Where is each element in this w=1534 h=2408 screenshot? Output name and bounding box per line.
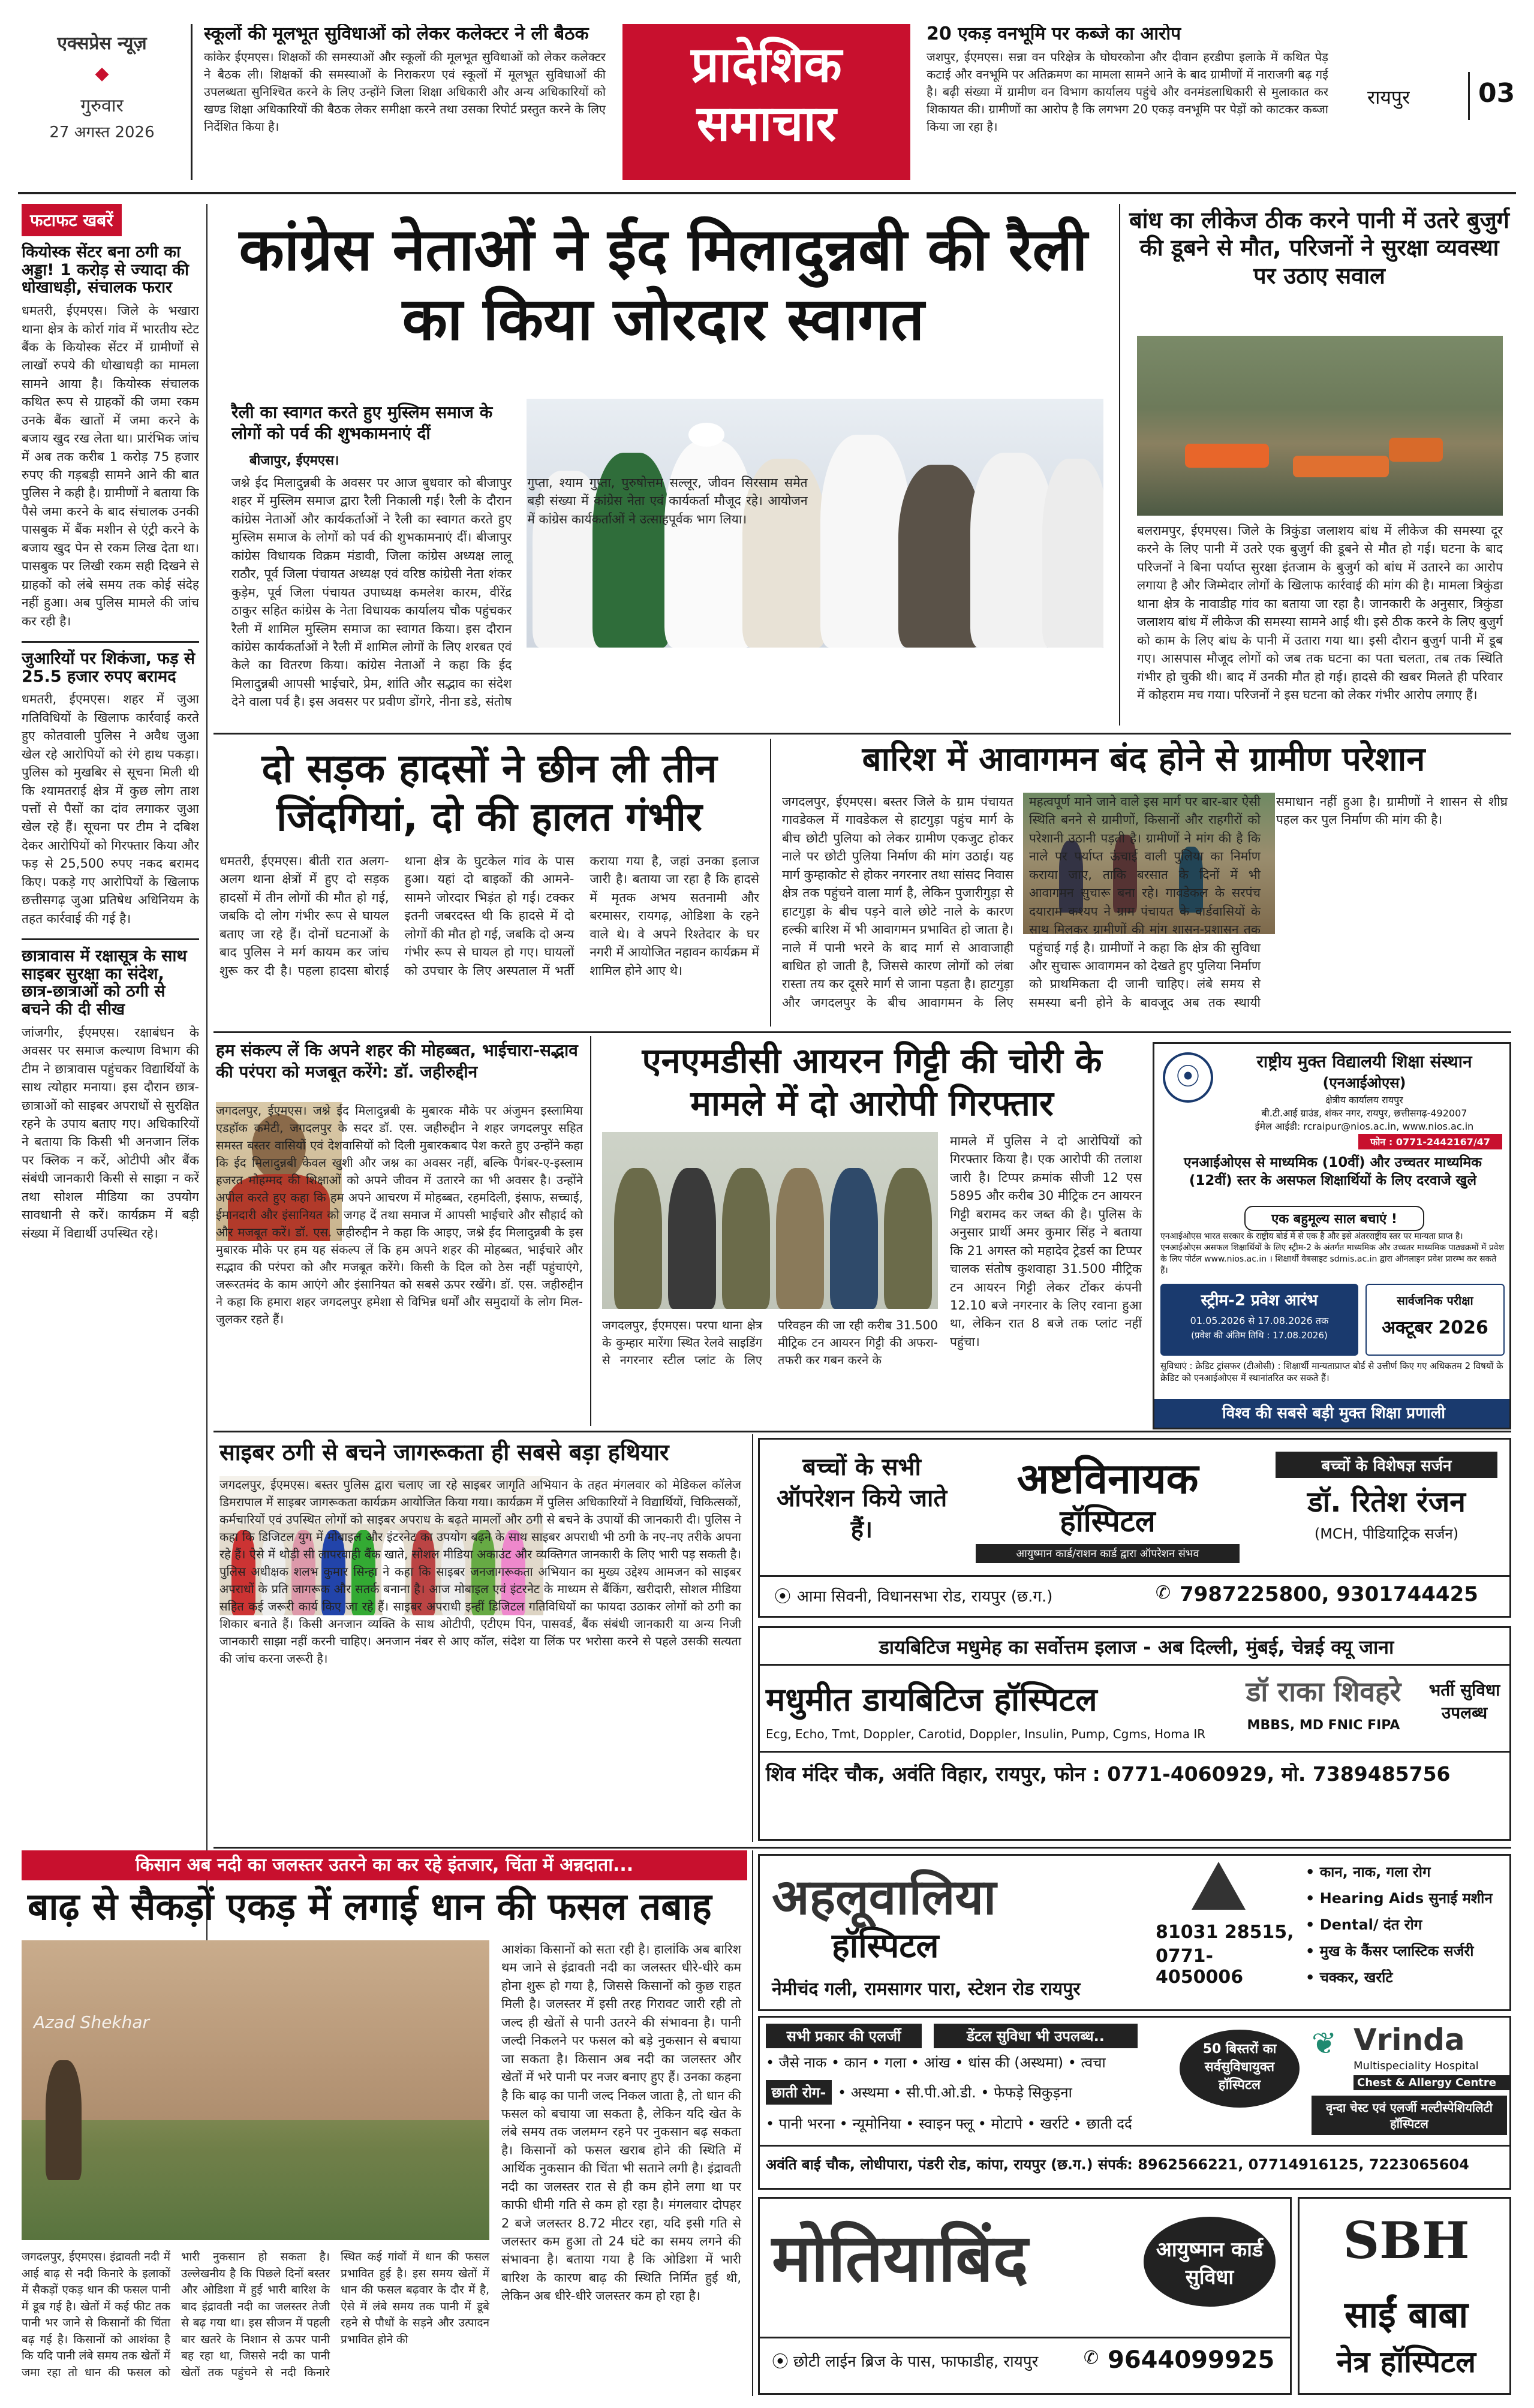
brief-hostel-text: जांजगीर, ईएमएस। रक्षाबंधन के अवसर पर समाज कल्याण विभाग की टीम ने छात्रावास पहुंचकर विद्यार्थियों के साथ त्योहार मनाया। इस दौरान छात्र-छात्राओं को साइबर अपराधों से सुरक्षित रहने के उपाय बताए गए। अधिकारियों ने बताया कि किसी भी अनजान लिंक पर क्लिक न करें, ओटीपी और बैंक संबंधी जानकारी किसी से साझा न करें तथा सोशल मीडिया का उपयोग सावधानी से करें। कार्यक्रम में बड़ी संख्या में विद्यार्थी उपस्थित रहे। [22, 1025, 199, 1241]
motiyabind-address: छोटी लाईन ब्रिज के पास, फाफाडीह, रायपुर [793, 2353, 1039, 2371]
ahluwalia-hospital: हॉस्पिटल [832, 1927, 939, 1965]
dam-rescue-photo [1137, 336, 1503, 516]
madhumeet-address: शिव मंदिर चौक, अवंति विहार, रायपुर, फोन : 0771-4060929, मो. 7389485756 [766, 1762, 1451, 1786]
ashtavinayak-hospital: हॉस्पिटल [1060, 1504, 1156, 1539]
nios-logo-icon: ⦿ [1163, 1052, 1213, 1103]
madhumeet-name: मधुमीत डायबिटिज हॉस्पिटल [766, 1681, 1097, 1718]
vrinda-tag1: सभी प्रकार की एलर्जी [766, 2024, 922, 2048]
madhumeet-degree: MBBS, MD FNIC FIPA [1247, 1718, 1400, 1733]
nios-banner: एक बहुमूल्य साल बचाएं ! [1244, 1206, 1424, 1231]
vrinda-line2: • अस्थमा • सी.पी.ओ.डी. • फेफड़े सिकुड़ना [838, 2084, 1072, 2101]
rain-story [776, 739, 1511, 1027]
nios-footer: विश्व की सबसे बड़ी मुक्त शिक्षा प्रणाली [1154, 1399, 1511, 1428]
location-pin-icon: ⦿ [774, 1587, 792, 1606]
saibaba-logo: SBH [1343, 2211, 1470, 2270]
brief-gambling-text: धमतरी, ईएमएस। शहर में जुआ गतिविधियों के खिलाफ कार्रवाई करते हुए कोतवाली पुलिस ने अवैध जुआ खेल रहे आरोपियों को रंगे हाथ पकड़ा। पुलिस को मुखबिर से सूचना मिली थी कि श्यामतराई क्षेत्र में कुछ लोग ताश पत्तों से पैसों का दांव लगाकर जुआ खेल रहे हैं। सूचना पर टीम ने दबिश देकर आरोपियों को गिरफ्तार किया और फड़ से 25,500 रुपए नकद बरामद किए। पकड़े गए आरोपियों के खिलाफ छत्तीसगढ़ जुआ प्रतिषेध अधिनियम के तहत कार्रवाई की गई है। [22, 692, 199, 926]
accident-story [213, 739, 765, 1027]
lead-headline: कांग्रेस नेताओं ने ईद मिलादुन्नबी की रैली का किया जोरदार स्वागत [239, 216, 1088, 354]
nios-email: ईमेल आईडी: rcraipur@nios.ac.in, www.nios.ac.in [1255, 1121, 1474, 1132]
cyber-body: जगदलपुर, ईएमएस। बस्तर पुलिस द्वारा चलाए जा रहे साइबर जागृति अभियान के तहत मंगलवार को मेडिकल कॉलेज डिमरापाल में साइबर जागरूकता कार्यक्रम आयोजित किया गया। कार्यक्रम में पुलिस अधिकारियों ने विद्यार्थियों, चिकित्सकों, कर्मचारियों एवं उपस्थित लोगों को साइबर अपराध के बढ़ते मामलों और ठगी से बचने के उपायों की जानकारी दी। पुलिस ने कहा कि डिजिटल युग में मोबाइल और इंटरनेट का उपयोग बढ़ने के साथ साइबर अपराधी भी ठगी के नए-नए तरीके अपना रहे हैं। ऐसे में थोड़ी सी लापरवाही बैंक खाते, सोशल मीडिया अकाउंट और व्यक्तिगत जानकारी के लिए भारी पड़ सकती है। पुलिस अधीक्षक शलभ कुमार सिन्हा ने कहा कि साइबर जनजागरूकता अभियान का मुख्य उद्देश्य आमजन को साइबर अपराधों के प्रति जागरूक और सतर्क बनाना है। आज मोबाइल एवं इंटरनेट के माध्यम से बैंकिंग, खरीदारी, सोशल मीडिया सहित कई जरूरी कार्य किए जा रहे हैं। साइबर अपराधी इन्हीं डिजिटल गतिविधियों का फायदा उठाकर लोगों को ठगी का शिकार बनाते हैं। किसी अनजान व्यक्ति के साथ ओटीपी, एटीएम पिन, पासवर्ड, बैंक संबंधी जानकारी या अन्य निजी जानकारी साझा नहीं करनी चाहिए। अनजान नंबर से आए कॉल, संदेश या लिंक पर भरोसा करने से पहले उसकी सत्यता की जांच करना जरूरी है। [219, 1477, 741, 1666]
sidebar-label: फटाफट खबरें [22, 204, 122, 236]
motiyabind-pin-icon: ⦿ [772, 2352, 789, 2371]
ahluwalia-service-5: • चक्कर, खर्राटे [1306, 1969, 1393, 1986]
ahluwalia-phone1: 81031 28515, [1156, 1922, 1294, 1943]
vrinda-address: अवंति बाई चौक, लोधीपारा, पंडरी रोड, कांपा, रायपुर (छ.ग.) संपर्क: 8962566221, 07714916125, 7223065604 [766, 2156, 1469, 2173]
ashtavinayak-phone: 7987225800, 9301744425 [1180, 1582, 1478, 1606]
madhumeet-doctor: डॉ राका शिवहरे [1246, 1675, 1401, 1708]
madhumeet-bharti: भर्ती सुविधा उपलब्ध [1428, 1680, 1500, 1723]
nios-advertisement [1153, 1042, 1511, 1429]
dam-story [1127, 204, 1511, 726]
harmony-story [213, 1036, 585, 1426]
left-brief-title: स्कूलों की मूलभूत सुविधाओं को लेकर कलेक्टर ने ली बैठक [204, 24, 589, 44]
motiyabind-phone-icon: ✆ [1084, 2347, 1099, 2368]
motiyabind-phone: 9644099925 [1108, 2346, 1275, 2374]
flood-story [22, 1850, 747, 2396]
ahluwalia-logo-icon [1192, 1862, 1246, 1910]
right-brief-title: 20 एकड़ वनभूमि पर कब्जे का आरोप [927, 24, 1181, 44]
motiyabind-name: मोतियाबिंद [772, 2220, 1028, 2296]
flood-headline: बाढ़ से सैकड़ों एकड़ में लगाई धान की फसल तबाह [28, 1885, 712, 1928]
masthead-right-brief [927, 24, 1328, 180]
section-title-block [622, 24, 910, 180]
flood-field-photo [22, 1940, 489, 2240]
cyber-story [213, 1434, 747, 1842]
motiyabind-advertisement [758, 2197, 1292, 2395]
saibaba-line2: नेत्र हॉस्पिटल [1336, 2344, 1476, 2379]
nmdc-body-right: मामले में पुलिस ने दो आरोपियों को गिरफ्तार किया है। एक आरोपी की तलाश जारी है। टिप्पर क्रमांक सीजी 12 एस 5895 और करीब 30 मीट्रिक टन आयरन गिट्टी बरामद कर जब्त की है। पुलिस के अनुसार प्रार्थी अमर कुमार सिंह ने बताया कि 21 अगस्त को महादेव ट्रेडर्स का टिप्पर चालक संतोष कुशवाहा 31.500 मीट्रिक टन आयरन गिट्टी लेकर टोंकर कंपनी 12.10 बजे नगरनार के लिए रवाना हुआ था, लेकिन रात 8 बजे तक प्लांट नहीं पहुंचा। [950, 1134, 1142, 1349]
brief-hostel-title: छात्रावास में रक्षासूत्र के साथ साइबर सुरक्षा का संदेश, छात्र-छात्राओं को ठगी से बचने की दी सीख [22, 947, 187, 1019]
left-brief-text: कांकेर ईएमएस। शिक्षकों की समस्याओं और स्कूलों की मूलभूत सुविधाओं को लेकर कलेक्टर ने बैठक ली। शिक्षकों की समस्याओं के निराकरण एवं स्कूलों में मूलभूत सुविधाओं की उपलब्धता सुनिश्चित करने के लिए उन्होंने जिला शिक्षा अधिकारी और अन्य अधिकारियों को खण्ड शिक्षा अधिकारियों की बैठक लेकर समीक्षा करने तथा उसका रिपोर्ट प्रस्तुत करने के लिए निर्देशित किया है। [204, 50, 606, 134]
harmony-headline: हम संकल्प लें कि अपने शहर की मोहब्बत, भाईचारा-सद्भाव की परंपरा को मजबूत करेंगे: डॉ. जहीरुद्दीन [216, 1040, 578, 1082]
lead-deck: रैली का स्वागत करते हुए मुस्लिम समाज के लोगों को पर्व की शुभकामनाएं दीं [231, 402, 493, 443]
saibaba-line1: साईं बाबा [1344, 2294, 1469, 2336]
lead-body: जश्ने ईद मिलादुन्नबी के अवसर पर आज बुधवार को बीजापुर शहर में मुस्लिम समाज द्वारा रैली निकाली गई। रैली के दौरान कांग्रेस नेताओं और कार्यकर्ताओं ने रैली का स्वागत करते हुए मुस्लिम समाज के लोगों को पर्व की शुभकामनाएं दीं। बीजापुर कांग्रेस विधायक विक्रम मंडावी, जिला कांग्रेस अध्यक्ष लालू राठौर, पूर्व जिला पंचायत अध्यक्ष एवं वरिष्ठ कांग्रेसी नेता शंकर कुड़ेम, पूर्व जिला पंचायत उपाध्यक्ष कमलेश कारम, वीरेंद्र ठाकुर सहित कांग्रेस के नेता विधायक कार्यालय चौक पहुंचकर रैली में शामिल मुस्लिम समाज का स्वागत किया। इस दौरान कांग्रेस कार्यकर्ताओं ने रैली में शामिल लोगों के लिए शरबत एवं केले का वितरण किया। कांग्रेस नेताओं ने कहा कि ईद मिलादुन्नबी आपसी भाईचारे, प्रेम, शांति और सद्भाव का संदेश देने वाला पर्व है। इस अवसर पर प्रवीण डोंगरे, नीना डडे, संतोष गुप्ता, श्याम गुप्ता, पुरुषोत्तम सल्लूर, जीवन सिरसाम समेत बड़ी संख्या में कांग्रेस नेता एवं कार्यकर्ता मौजूद रहे। आयोजन में कांग्रेस कार्यकर्ताओं ने उत्साहपूर्वक भाग लिया। [231, 475, 808, 709]
vrinda-beds: 50 बिस्तरों का सर्वसुविधायुक्त हॉस्पिटल [1180, 2030, 1300, 2108]
ahluwalia-address: नेमीचंद गली, रामसागर पारा, स्टेशन रोड रायपुर [772, 1979, 1081, 2000]
nios-address: बी.टी.आई ग्राउंड, शंकर नगर, रायपुर, छत्तीसगढ़-492007 [1261, 1107, 1467, 1119]
nios-description: एनआईओएस भारत सरकार के राष्ट्रीय बोर्ड में से एक है और इसे अंतरराष्ट्रीय स्तर पर मान्यता प्राप्त है। एनआईओएस असफल शिक्षार्थियों के लिए स्ट्रीम-2 के अंतर्गत माध्यमिक और उच्चतर माध्यमिक पाठ्यक्रमों में प्रवेश के लिए पोर्टल www.nios.ac.in । शिक्षार्थी वेबसाइट sdmis.ac.in द्वारा ऑनलाइन प्रवेश प्रारम्भ कर सकते हैं। [1160, 1232, 1505, 1275]
ahluwalia-phone2: 0771-4050006 [1156, 1946, 1244, 1988]
nmdc-story [596, 1036, 1148, 1426]
saibaba-advertisement [1298, 2197, 1511, 2395]
nios-office: क्षेत्रीय कार्यालय रायपुर [1325, 1094, 1403, 1106]
lungs-logo-icon: ❦ [1312, 2026, 1337, 2061]
dam-headline: बांध का लीकेज ठीक करने पानी में उतरे बुजुर्ग की डूबने से मौत, परिजनों ने सुरक्षा व्यवस्था पर उठाए सवाल [1129, 207, 1510, 289]
vrinda-sub2: Chest & Allergy Centre [1353, 2075, 1509, 2090]
ahluwalia-advertisement [758, 1854, 1511, 2011]
paper-name: एक्सप्रेस न्यूज़ [57, 33, 147, 54]
brief-kiosk-title: कियोस्क सेंटर बना ठगी का अड्डा! 1 करोड़ से ज्यादा की धोखाधड़ी, संचालक फरार [22, 243, 189, 297]
nios-abbr: (एनआईओएस) [1322, 1074, 1406, 1091]
brief-kiosk-text: धमतरी, ईएमएस। जिले के भखारा थाना क्षेत्र के कोर्रा गांव में भारतीय स्टेट बैंक के कियोस्क सेंटर में ग्रामीणों से लाखों रुपये की धोखाधड़ी का मामला सामने आया है। कियोस्क संचालक कथित रूप से ग्राहकों की जमा रकम उनके बैंक खातों में जमा करने के बजाय खुद रख लेता था। प्रारंभिक जांच में अब तक करीब 1 करोड़ 75 हजार रुपए की गड़बड़ी सामने आने की बात पुलिस ने कही है। ग्रामीणों ने बताया कि पैसे जमा करने के बाद संचालक उनकी पासबुक में बैंक मशीन से एंट्री करने के बजाय खुद पेन से रकम लिख देता था। पासबुक पर लिखी रकम सही दिखने से ग्राहकों को लंबे समय तक कोई संदेह नहीं हुआ। अब पुलिस मामले की जांच कर रही है। [22, 303, 199, 628]
vrinda-tag3: छाती रोग- [766, 2080, 832, 2105]
diamond-icon: ◆ [95, 63, 109, 84]
flood-body-right: आशंका किसानों को सता रही है। हालांकि अब बारिश थम जाने से इंद्रावती नदी का जलस्तर धीरे-धीरे कम होना शुरू हो गया है, जिससे किसानों को कुछ राहत मिली है। जलस्तर में इसी तरह गिरावट जारी रही तो जल्द ही खेतों से पानी उतरने की संभावना है। पानी जल्दी निकलने पर फसल को बड़े नुकसान से बचाया जा सकता है। किसान अब नदी का जलस्तर और खेतों में भरे पानी पर नजर बनाए हुए हैं। उनका कहना है कि बाढ़ का पानी जल्द निकल जाता है, तो धान की फसल को बचाया जा सकता है, लेकिन यदि खेत के लंबे समय तक जलमग्न रहने पर नुकसान बढ़ सकता है। किसानों को फसल खराब होने की स्थिति में आर्थिक नुकसान की चिंता भी सताने लगी है। इंद्रावती नदी का जलस्तर रात से ही कम होने लगा था पर काफी धीमी गति से कम हो रहा है। मंगलवार दोपहर 2 बजे जलस्तर 8.72 मीटर रहा, यदि इसी गति से जलस्तर कम हुआ तो 24 घंटे का समय लगने की संभावना है। बताया गया है कि ओडिशा में भारी बारिश के कारण बाढ़ की स्थिति निर्मित हुई थी, लेकिन अब धीरे-धीरे जलस्तर कम हो रहा है। [501, 1942, 741, 2304]
ashtavinayak-name: अष्टविनायक [1016, 1454, 1199, 1503]
right-brief-text: जशपुर, ईएमएस। सन्ना वन परिक्षेत्र के घोघरकोना और दीवान हरडीपा इलाके में कथित पेड़ कटाई और वनभूमि पर अतिक्रमण का मामला सामने आने के बाद ग्रामीणों में नाराजगी बढ़ गई है। बढ़ी संख्या में ग्रामीण वन विभाग कार्यालय पहुंचे और वनमंडलाधिकारी से मुलाकात कर शिकायत की। ग्रामीणों का आरोप है कि लगभग 20 एकड़ वनभूमि पर पेड़ों को काटकर कब्जा किया जा रहा है। [927, 50, 1328, 134]
vrinda-advertisement [758, 2016, 1511, 2190]
vrinda-sub: Multispeciality Hospital [1353, 2060, 1479, 2072]
nmdc-arrest-photo [602, 1132, 938, 1309]
ashtavinayak-tagline: बच्चों के सभी ऑपरेशन किये जाते हैं। [776, 1453, 948, 1543]
ashtavinayak-address: आमा सिवनी, विधानसभा रोड, रायपुर (छ.ग.) [797, 1588, 1053, 1606]
flood-body-bottom: जगदलपुर, ईएमएस। इंद्रावती नदी में आई बाढ़ से नदी किनारे के इलाकों में सैकड़ों एकड़ धान की फसल पानी में डूब गई है। खेतों में कई फीट तक पानी भर जाने से किसानों की चिंता बढ़ गई है। किसानों को आशंका है कि यदि पानी लंबे समय तक खेतों में जमा रहा तो धान की फसल को भारी नुकसान हो सकता है। उल्लेखनीय है कि पिछले दिनों बस्तर और ओडिशा में हुई भारी बारिश के बाद इंद्रावती नदी का जलस्तर तेजी से बढ़ गया था। इस सीजन में पहली बार खतरे के निशान से ऊपर पानी बह रहा था, जिससे नदी का पानी खेतों तक पहुंचने से नदी किनारे स्थित कई गांवों में धान की फसल प्रभावित हुई है। इस समय खेतों में धान की फसल बढ़वार के दौर में है, ऐसे में लंबे समय तक पानी में डूबे रहने से पौधों के सड़ने और उत्पादन प्रभावित होने की [22, 2250, 489, 2379]
ahluwalia-service-3: • Dental/ दंत रोग [1306, 1916, 1422, 1933]
issue-date: 27 अगस्त 2026 [49, 124, 155, 142]
ashtavinayak-strip: आयुष्मान कार्ड/राशन कार्ड द्वारा ऑपरेशन संभव [976, 1544, 1240, 1563]
accident-headline: दो सड़क हादसों ने छीन ली तीन जिंदगियां, दो की हालत गंभीर [261, 745, 717, 840]
rain-body: जगदलपुर, ईएमएस। बस्तर जिले के ग्राम पंचायत गावडेकल में गावडेकल से हाटगुड़ा पहुंच मार्ग के बीच छोटी पुलिया को लेकर ग्रामीण एकजुट होकर नाले पर छोटी पुलिया निर्माण की मांग उठाई। यह मार्ग कुम्हाकोट से होकर नगरनार तथा सांसद निवास क्षेत्र तक पहुंचने वाला मार्ग है, लेकिन पुजारीगुड़ा से हाटगुड़ा के बीच पड़ने वाले छोटे नाले के कारण हल्की बारिश में भी आवागमन प्रभावित हो जाता है। नाले में पानी भरने के बाद मार्ग से आवाजाही बाधित हो जाती है, जिससे कारण लोगों को लंबा रास्ता तय कर दूसरे मार्ग से जाना पड़ता है। हाटगुड़ा और जगदलपुर के बीच आवागमन के लिए महत्वपूर्ण माने जाने वाले इस मार्ग पर बार-बार ऐसी स्थिति बनने से ग्रामीणों, किसानों और राहगीरों को परेशानी उठानी पड़ती है। ग्रामीणों ने मांग की है कि नाले पर पर्याप्त ऊंचाई वाली पुलिया का निर्माण कराया जाए, ताकि बरसात के दिनों में भी आवागमन सुचारू बना रहे। गावडेकल के सरपंच दयाराम कश्यप ने ग्राम पंचायत के वार्डवासियों के साथ मिलकर ग्रामीणों की मांग शासन-प्रशासन तक पहुंचाई गई है। ग्रामीणों ने कहा कि क्षेत्र की सुविधा और सुचारू आवागमन को देखते हुए पुलिया निर्माण को प्राथमिकता दी जानी चाहिए। लंबे समय से समस्या बनी होने के बावजूद अब तक स्थायी समाधान नहीं हुआ है। ग्रामीणों ने शासन से शीघ्र पहल कर पुल निर्माण की मांग की है। [782, 794, 1508, 1010]
madhumeet-advertisement [758, 1626, 1511, 1841]
vrinda-name: Vrinda [1353, 2022, 1465, 2057]
ashtavinayak-advertisement [758, 1438, 1511, 1618]
city-name: रायपुर [1367, 86, 1410, 109]
nios-stream: स्ट्रीम-2 प्रवेश आरंभ [1201, 1292, 1318, 1310]
flood-kicker: किसान अब नदी का जलस्तर उतरने का कर रहे इंतजार, चिंता में अन्नदाता... [22, 1850, 747, 1880]
masthead-left-brief [204, 24, 606, 180]
nios-phone: फोन : 0771-2442167/47 [1358, 1134, 1502, 1149]
nios-exam-date: अक्टूबर 2026 [1382, 1317, 1488, 1338]
rain-headline: बारिश में आवागमन बंद होने से ग्रामीण परेशान [862, 740, 1425, 779]
nios-last-date: (प्रवेश की अंतिम तिथि : 17.08.2026) [1191, 1330, 1328, 1341]
nios-credit: सुविधाएं : क्रेडिट ट्रांसफर (टीओसी) : शिक्षार्थी मान्यताप्राप्त बोर्ड से उत्तीर्ण किए गए अधिकतम 2 विषयों के क्रेडिट को एनआईओएस में स्थानांतरित कर सकते हैं। [1160, 1360, 1503, 1383]
masthead [0, 0, 1534, 198]
lead-dateline: बीजापुर, ईएमएस। [249, 453, 339, 468]
nmdc-headline: एनएमडीसी आयरन गिट्टी की चोरी के मामले में दो आरोपी गिरफ्तार [642, 1040, 1102, 1124]
ahluwalia-service-4: • मुख के कैंसर प्लास्टिक सर्जरी [1306, 1943, 1474, 1959]
brief-gambling-title: जुआरियों पर शिकंजा, फड़ से 25.5 हजार रुपए बरामद [22, 649, 195, 686]
ahluwalia-service-1: • कान, नाक, गला रोग [1306, 1864, 1431, 1880]
ashtavinayak-doctor: डॉ. रितेश रंजन [1307, 1485, 1466, 1519]
vrinda-line3: • पानी भरना • न्यूमोनिया • स्वाइन फ्लू • मोटापे • खर्राटे • छाती दर्द [766, 2115, 1132, 2132]
paper-nameplate [24, 24, 180, 174]
nios-title: राष्ट्रीय मुक्त विद्यालयी शिक्षा संस्थान [1256, 1052, 1472, 1071]
nios-offer: एनआईओएस से माध्यमिक (10वीं) और उच्चतर माध्यमिक (12वीं) स्तर के असफल शिक्षार्थियों के लिए दरवाजे खुले [1184, 1155, 1482, 1188]
issue-day: गुरुवार [80, 95, 124, 116]
vrinda-badge: वृन्दा चेस्ट एवं एलर्जी मल्टीस्पेशियलिटी हॉस्पिटल [1312, 2096, 1507, 2135]
cyber-headline: साइबर ठगी से बचने जागरूकता ही सबसे बड़ा हथियार [219, 1439, 669, 1465]
vrinda-tag2: डेंटल सुविधा भी उपलब्ध.. [934, 2024, 1138, 2048]
nios-dates: 01.05.2026 से 17.08.2026 तक [1190, 1315, 1329, 1326]
section-title-line2: समाचार [696, 95, 837, 153]
accident-body: धमतरी, ईएमएस। बीती रात अलग-अलग थाना क्षेत्रों में हुए दो सड़क हादसों में तीन लोगों की मौत हो गई, जबकि दो लोग गंभीर रूप से घायल बताए जा रहे हैं। दोनों घटनाओं के बाद पुलिस ने मर्ग कायम कर जांच शुरू कर दी है। पहला हादसा बोराई थाना क्षेत्र के घुटकेल गांव के पास हुआ। यहां दो बाइकों की आमने-सामने जोरदार भिड़ंत हो गई। टक्कर इतनी जबरदस्त थी कि हादसे में दो लोगों की मौत हो गई, जबकि दो अन्य गंभीर रूप से घायल हो गए। घायलों को उपचार के लिए अस्पताल में भर्ती कराया गया है, जहां उनका इलाज जारी है। बताया जा रहा है कि हादसे में मृतक अभय सतनामी और बरमासर, रायगढ़, ओडिशा के रहने वाले थे। वे अपने रिश्तेदार के घर नगरी में आयोजित नहावन कार्यक्रम में शामिल होने आए थे। [219, 854, 759, 978]
madhumeet-top-line: डायबिटिज मधुमेह का सर्वोत्तम इलाज - अब दिल्ली, मुंबई, चेन्नई क्यू जाना [879, 1636, 1394, 1658]
nios-exam-label: सार्वजनिक परीक्षा [1397, 1293, 1473, 1308]
ashtavinayak-specialist-label: बच्चों के विशेषज्ञ सर्जन [1276, 1452, 1497, 1478]
vrinda-line1: • जैसे नाक • कान • गला • आंख • धांस की (अस्थमा) • त्वचा [766, 2054, 1106, 2071]
lead-story [213, 204, 1112, 726]
ahluwalia-service-2: • Hearing Aids सुनाई मशीन [1306, 1890, 1493, 1907]
section-title-line1: प्रादेशिक [691, 37, 842, 94]
motiyabind-badge: आयुष्मान कार्ड सुविधा [1144, 2217, 1276, 2307]
madhumeet-tests: Ecg, Echo, Tmt, Doppler, Carotid, Doppler, Insulin, Pump, Cgms, Homa IR [766, 1727, 1206, 1741]
dam-body: बलरामपुर, ईएमएस। जिले के त्रिकुंडा जलाशय बांध में लीकेज की समस्या दूर करने के लिए पानी में उतरे एक बुजुर्ग की डूबने से मौत हो गई। घटना के बाद परिजनों ने बिना पर्याप्त सुरक्षा इंतजाम के बुजुर्ग को बांध में उतारने का आरोप लगाया है और जिम्मेदार लोगों के खिलाफ कार्रवाई की मांग की है। मामला त्रिकुंडा थाना क्षेत्र के नावाडीह गांव का बताया जा रहा है। जानकारी के अनुसार, त्रिकुंडा जलाशय बांध में लीकेज की समस्या सामने आई थी। इसे ठीक करने के लिए बुजुर्ग को काम के लिए बांध के पानी में उतारा गया था। इसी दौरान बुजुर्ग पानी में डूब गए। आसपास मौजूद लोगों को जब तक घटना का पता चलता, तब तक स्थिति गंभीर हो चुकी थी। बाद में उनकी मौत हो गई। हादसे की खबर मिलते ही परिवार में कोहराम मच गया। परिजनों ने इस घटना को लेकर गंभीर आरोप लगाए हैं। [1137, 523, 1503, 702]
page-number: 03 [1478, 78, 1515, 109]
ahluwalia-name: अहलूवालिया [772, 1869, 997, 1926]
harmony-body: जगदलपुर, ईएमएस। जश्ने ईद मिलादुन्नबी के मुबारक मौके पर अंजुमन इस्लामिया एडहॉक कमेटी, जगदलपुर के सदर डॉ. एस. जहीरुद्दीन ने शहर जगदलपुर सहित समस्त बस्तर वासियों एवं देशवासियों को दिली मुबारकबाद पेश करते हुए उन्होंने कहा कि ईद मिलादुन्नबी केवल खुशी और जश्न का अवसर नहीं, बल्कि पैगंबर-ए-इस्लाम हजरत मोहम्मद की शिक्षाओं को अपने जीवन में उतारने का भी अवसर है। उन्होंने अपील करते हुए कहा कि हम अपने आचरण में मोहब्बत, रहमदिली, इंसाफ, सच्चाई, ईमानदारी और इंसानियत को जगह दें तथा समाज में आपसी भाईचारे और सौहार्द को और मजबूत करें। डॉ. एस. जहीरुद्दीन ने कहा कि आइए, जश्ने ईद मिलादुन्नबी के इस मुबारक मौके पर हम यह संकल्प लें कि हम अपने शहर की मोहब्बत, भाईचारे और सद्भाव की परंपरा को और मजबूत करेंगे। किसी के दिल को ठेस नहीं पहुंचाएंगे, जरूरतमंद के काम आएंगे और इंसानियत को सबसे ऊपर रखेंगे। डॉ. एस. जहीरुद्दीन ने कहा कि हमारा शहर जगदलपुर हमेशा से विभिन्न धर्मों और समुदायों के लोग मिल-जुलकर रहते हैं। [216, 1103, 583, 1326]
flood-watermark: Azad Shekhar [34, 2012, 150, 2032]
phone-icon: ✆ [1156, 1582, 1171, 1603]
nmdc-body-left: जगदलपुर, ईएमएस। परपा थाना क्षेत्र के कुम्हार मारेंगा स्थित रेलवे साइडिंग से नगरनार स्टील प्लांट के लिए परिवहन की जा रही करीब 31.500 मीट्रिक टन आयरन गिट्टी की अफरा-तफरी कर गबन करने के [602, 1318, 938, 1367]
ashtavinayak-degree: (MCH, पीडियाट्रिक सर्जन) [1314, 1525, 1459, 1542]
